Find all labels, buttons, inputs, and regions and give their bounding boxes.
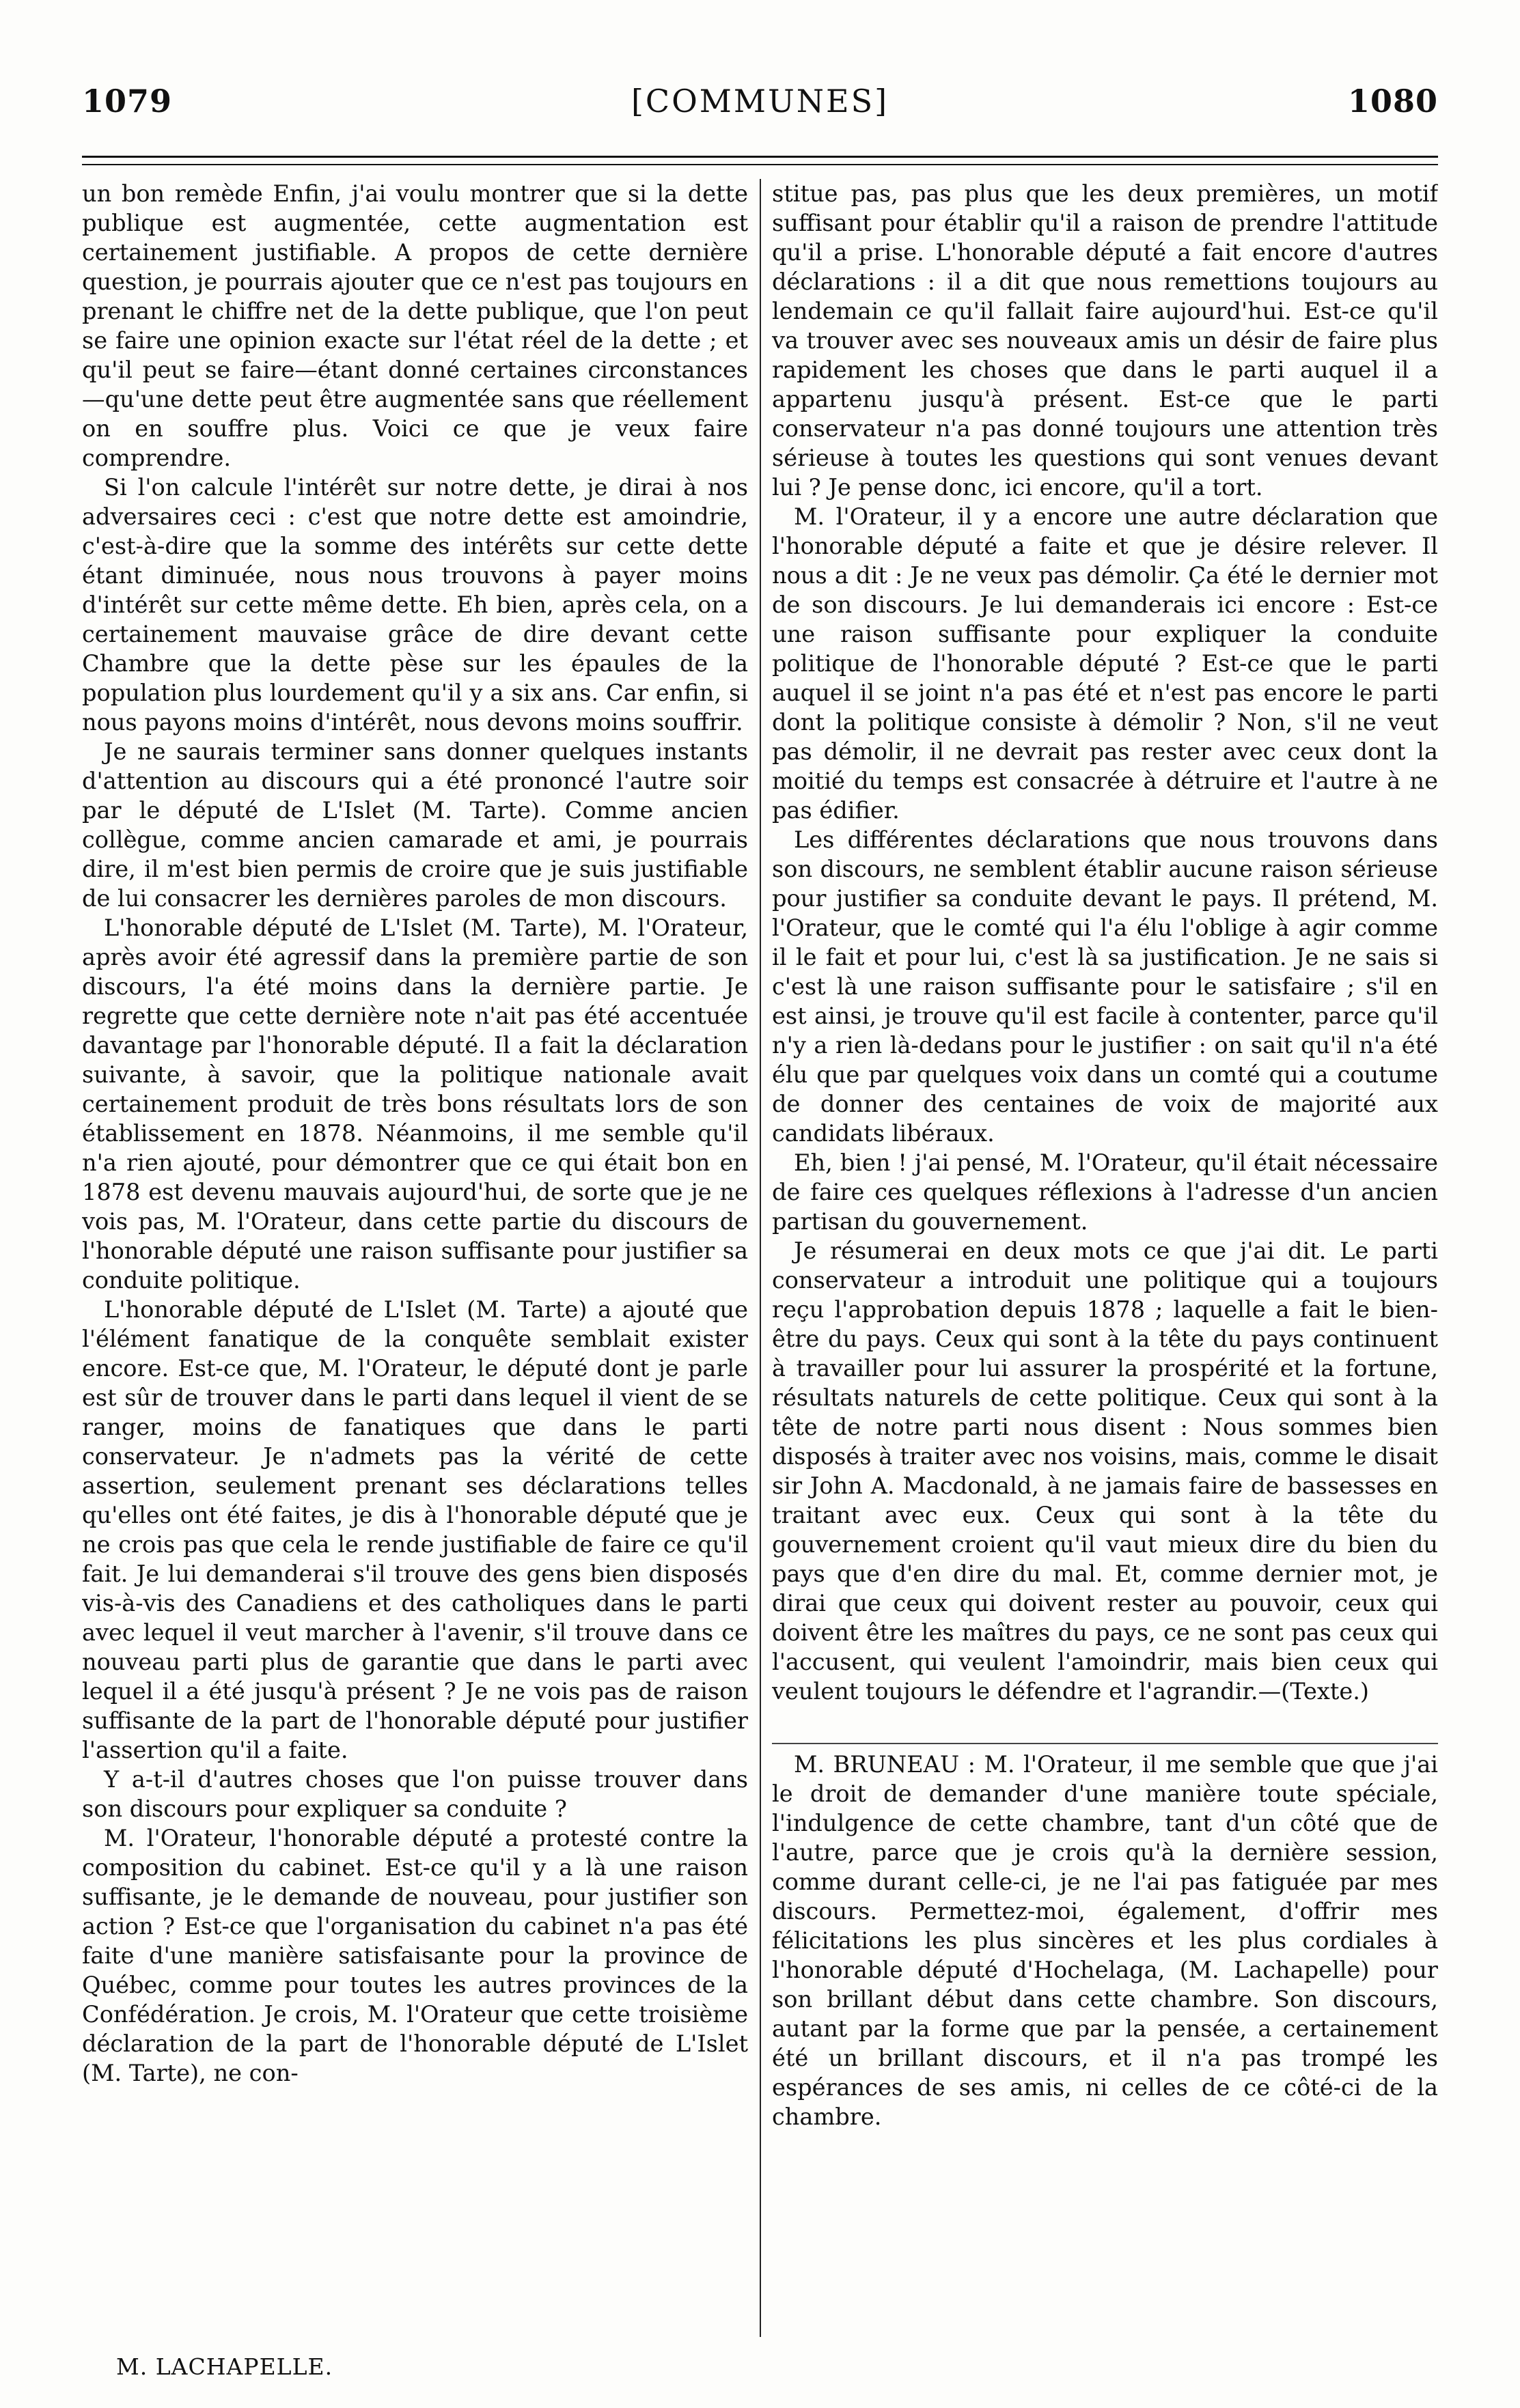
paragraph: Les différentes déclarations que nous trouvons dans son discours, ne semblent établir aucune raison sérieuse pour justifier sa conduite devant le pays. Il prétend, M. l'Orateur, que le comté qui l'a élu l'oblige à agir comme il le fait et pour lui, c'est là sa justification. Je ne sais si c'est là une raison suffisante pour le satisfaire ; s'il en est ainsi, je trouve qu'il est facile à contenter, parce qu'il n'y a rien là-dedans pour le justifier : on sait qu'il n'a été élu que par quelques voix dans un comté qui a coutume de donner des centaines de voix de majorité aux candidats libéraux. bbox=[772, 826, 1438, 1147]
speaker-block bbox=[772, 1743, 1438, 2131]
right-column bbox=[772, 179, 1438, 2337]
paragraph: Je ne saurais terminer sans donner quelques instants d'attention au discours qui a été prononcé l'autre soir par le député de L'Islet (M. Tarte). Comme ancien collègue, comme ancien camarade et ami, je pourrais dire, il m'est bien permis de croire que je suis justifiable de lui consacrer les dernières paroles de mon discours. bbox=[82, 738, 748, 912]
paragraph: Eh, bien ! j'ai pensé, M. l'Orateur, qu'il était nécessaire de faire ces quelques réflexions à l'adresse d'un ancien partisan du gouvernement. bbox=[772, 1149, 1438, 1235]
paragraph: M. l'Orateur, il y a encore une autre déclaration que l'honorable député a faite et que je désire relever. Il nous a dit : Je ne veux pas démolir. Ça été le dernier mot de son discours. Je lui demanderais ici encore : Est-ce une raison suffisante pour expliquer la conduite politique de l'honorable député ? Est-ce que le parti auquel il se joint n'a pas été et n'est pas encore le parti dont la politique consiste à démolir ? Non, s'il ne veut pas démolir, il ne devrait pas rester avec ceux dont la moitié du temps est consacrée à détruire et l'autre à ne pas édifier. bbox=[772, 503, 1438, 824]
page-number-right: 1080 bbox=[1347, 83, 1438, 120]
speaker-paragraph bbox=[772, 1750, 1438, 2131]
running-title: [COMMUNES] bbox=[631, 83, 889, 120]
paragraph: Je résumerai en deux mots ce que j'ai dit. Le parti conservateur a introduit une politique qui a toujours reçu l'approbation depuis 1878 ; laquelle a fait le bien-être du pays. Ceux qui sont à la tête du pays continuent à travailler pour lui assurer la prospérité et la fortune, résultats naturels de cette politique. Ceux qui sont à la tête de notre parti nous disent : Nous sommes bien disposés à traiter avec nos voisins, mais, comme le disait sir John A. Macdonald, à ne jamais faire de bassesses en traitant avec eux. Ceux qui sont à la tête du gouvernement croient qu'il vaut mieux dire du bien du pays que d'en dire du mal. Et, comme dernier mot, je dirai que ceux qui doivent rester au pouvoir, ceux qui doivent être les maîtres du pays, ce ne sont pas ceux qui l'accusent, qui veulent l'amoindrir, mais bien ceux qui veulent toujours le défendre et l'agrandir.—(Texte.) bbox=[772, 1237, 1438, 1705]
page-number-left: 1079 bbox=[82, 83, 173, 120]
paragraph: M. l'Orateur, l'honorable député a protesté contre la composition du cabinet. Est-ce qu'il y a là une raison suffisante, je le demande de nouveau, pour justifier son action ? Est-ce que l'organisation du cabinet n'a pas été faite d'une manière satisfaisante pour la province de Québec, comme pour toutes les autres provinces de la Confédération. Je crois, M. l'Orateur que cette troisième déclaration de la part de l'honorable député de L'Islet (M. Tarte), ne con- bbox=[82, 1825, 748, 2086]
page-footer: M. LACHAPELLE. bbox=[116, 2353, 333, 2380]
paragraph: Y a-t-il d'autres choses que l'on puisse trouver dans son discours pour expliquer sa conduite ? bbox=[82, 1766, 748, 1822]
paragraph: L'honorable député de L'Islet (M. Tarte), M. l'Orateur, après avoir été agressif dans la première partie de son discours, l'a été moins dans la dernière partie. Je regrette que cette dernière note n'ait pas été accentuée davantage par l'honorable député. Il a fait la déclaration suivante, à savoir, que la politique nationale avait certainement produit de très bons résultats lors de son établissement en 1878. Néanmoins, il me semble qu'il n'a rien ajouté, pour démontrer que ce qui était bon en 1878 est devenu mauvais aujourd'hui, de sorte que je ne vois pas, M. l'Orateur, dans cette partie du discours de l'honorable député une raison suffisante pour justifier sa conduite politique. bbox=[82, 914, 748, 1293]
speaker-text: M. l'Orateur, il me semble que que j'ai le droit de demander d'une manière toute spéciale, l'indulgence de cette chambre, tant d'un côté que de l'autre, parce que je crois qu'à la dernière session, comme durant celle-ci, je ne l'ai pas fatiguée par mes discours. Permettez-moi, également, d'offrir mes félicitations les plus sincères et les plus cordiales à l'honorable député d'Hochelaga, (M. Lachapelle) pour son brillant début dans cette chambre. Son discours, autant par la forme que par la pensée, a certainement été un brillant discours, et il n'a pas trompé les espérances de ses amis, ni celles de ce côté-ci de la chambre. bbox=[772, 1751, 1438, 2130]
header-rule-secondary bbox=[82, 164, 1438, 165]
speaker-name: M. BRUNEAU : bbox=[794, 1751, 976, 1778]
paragraph: L'honorable député de L'Islet (M. Tarte) a ajouté que l'élément fanatique de la conquête semblait exister encore. Est-ce que, M. l'Orateur, le député dont je parle est sûr de trouver dans le parti dans lequel il vient de se ranger, moins de fanatiques que dans le parti conservateur. Je n'admets pas la vérité de cette assertion, seulement prenant ses déclarations telles qu'elles ont été faites, je dis à l'honorable député que je ne crois pas que cela le rende justifiable de faire ce qu'il fait. Je lui demanderai s'il trouve des gens bien disposés vis-à-vis des Canadiens et des catholiques dans le parti avec lequel il veut marcher à l'avenir, s'il trouve dans ce nouveau parti plus de garantie que dans le parti avec lequel il a été jusqu'à présent ? Je ne vois pas de raison suffisante de la part de l'honorable député pour justifier l'assertion qu'il a faite. bbox=[82, 1296, 748, 1763]
paragraph: un bon remède Enfin, j'ai voulu montrer que si la dette publique est augmentée, cette augmentation est certainement justifiable. A propos de cette dernière question, je pourrais ajouter que ce n'est pas toujours en prenant le chiffre net de la dette publique, que l'on peut se faire une opinion exacte sur l'état réel de la dette ; et qu'il peut se faire—étant donné certaines circonstances—qu'une dette peut être augmentée sans que réellement on en souffre plus. Voici ce que je veux faire comprendre. bbox=[82, 180, 748, 471]
page-header bbox=[82, 74, 1438, 128]
paragraph: stitue pas, pas plus que les deux premières, un motif suffisant pour établir qu'il a raison de prendre l'attitude qu'il a prise. L'honorable député a fait encore d'autres déclarations : il a dit que nous remettions toujours au lendemain ce qu'il fallait faire aujourd'hui. Est-ce qu'il va trouver avec ses nouveaux amis un désir de faire plus rapidement les choses que dans le parti auquel il a appartenu jusqu'à présent. Est-ce que le parti conservateur n'a pas donné toujours une attention très sérieuse à toutes les questions qui sont venues devant lui ? Je pense donc, ici encore, qu'il a tort. bbox=[772, 180, 1438, 501]
paragraph: Si l'on calcule l'intérêt sur notre dette, je dirai à nos adversaires ceci : c'est que notre dette est amoindrie, c'est-à-dire que la somme des intérêts sur cette dette étant diminuée, nous nous trouvons à payer moins d'intérêt sur cette même dette. Eh bien, après cela, on a certainement mauvaise grâce de dire devant cette Chambre que la dette pèse sur les épaules de la population plus lourdement qu'il y a six ans. Car enfin, si nous payons moins d'intérêt, nous devons moins souffrir. bbox=[82, 474, 748, 736]
left-column bbox=[82, 179, 748, 2337]
header-rule bbox=[82, 156, 1438, 158]
column-divider bbox=[760, 179, 761, 2337]
